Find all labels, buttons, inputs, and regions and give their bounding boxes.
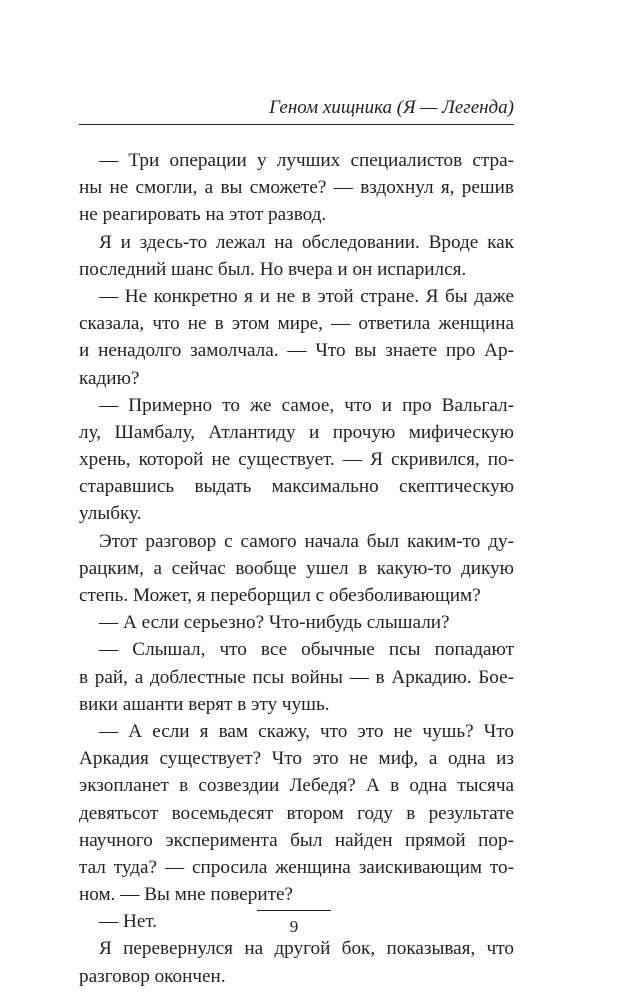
text-line: Я и здесь-то лежал на обследовании. Вроде как xyxy=(99,231,514,253)
text-line: экзопланет в созвездии Лебедя? А в одна тысяча xyxy=(79,775,514,797)
text-line: — Нет. xyxy=(99,911,158,933)
text-line: — Три операции у лучших специалистов стра- xyxy=(99,150,514,171)
text-line: Я перевернулся на другой бок, показывая, что xyxy=(99,938,514,960)
text-line: — Примерно то же самое, что и про Вальгал- xyxy=(99,394,514,416)
text-line: вики ашанти верят в эту чушь. xyxy=(79,693,330,715)
text-line: разговор окончен. xyxy=(79,965,226,987)
page-body xyxy=(79,147,514,990)
text-line: улыбку. xyxy=(79,503,142,525)
text-line: последний шанс был. Но вчера и он испарился. xyxy=(79,258,467,280)
text-line: ны не смогли, а вы сможете? — вздохнул я, решив xyxy=(79,177,514,199)
text-line: хрень, которой не существует. — Я скривился, по- xyxy=(79,449,514,471)
text-line: степь. Может, я переборщил с обезболивающим? xyxy=(79,585,481,606)
page-number: 9 xyxy=(289,917,299,936)
text-line: — Слышал, что все обычные псы попадают xyxy=(99,639,514,661)
text-line: в рай, а доблестные псы войны — в Аркадию. Бое- xyxy=(79,666,514,688)
text-line: ном. — Вы мне поверите? xyxy=(79,884,294,906)
footer-rule xyxy=(257,910,331,911)
text-line: девятьсот восемьдесят втором году в результате xyxy=(79,802,514,824)
text-line: кадию? xyxy=(79,367,140,389)
text-line: сказала, что не в этом мире, — ответила женщина xyxy=(79,313,514,335)
text-line: и ненадолго замолчала. — Что вы знаете про Ар- xyxy=(79,340,514,362)
text-line: не реагировать на этот развод. xyxy=(79,204,327,226)
text-line: — А если серьезно? Что-нибудь слышали? xyxy=(99,612,450,634)
text-line: старавшись выдать максимально скептическую xyxy=(79,476,514,498)
text-line: научного эксперимента был найден прямой пор- xyxy=(79,829,514,851)
text-line: лу, Шамбалу, Атлантиду и прочую мифическую xyxy=(79,421,514,443)
running-title: Геном хищника (Я — Легенда) xyxy=(269,97,514,118)
header-rule xyxy=(79,124,514,125)
text-line: — А если я вам скажу, что это не чушь? Что xyxy=(99,720,514,742)
text-line: тал туда? — спросила женщина заискивающим то- xyxy=(79,856,514,878)
text-line: — Не конкретно я и не в этой стране. Я бы даже xyxy=(99,285,514,307)
text-line: Аркадия существует? Что это не миф, а одна из xyxy=(79,748,514,770)
text-line: рацким, а сейчас вообще ушел в какую-то дикую xyxy=(79,557,514,579)
text-line: Этот разговор с самого начала был каким-то ду- xyxy=(99,530,514,552)
